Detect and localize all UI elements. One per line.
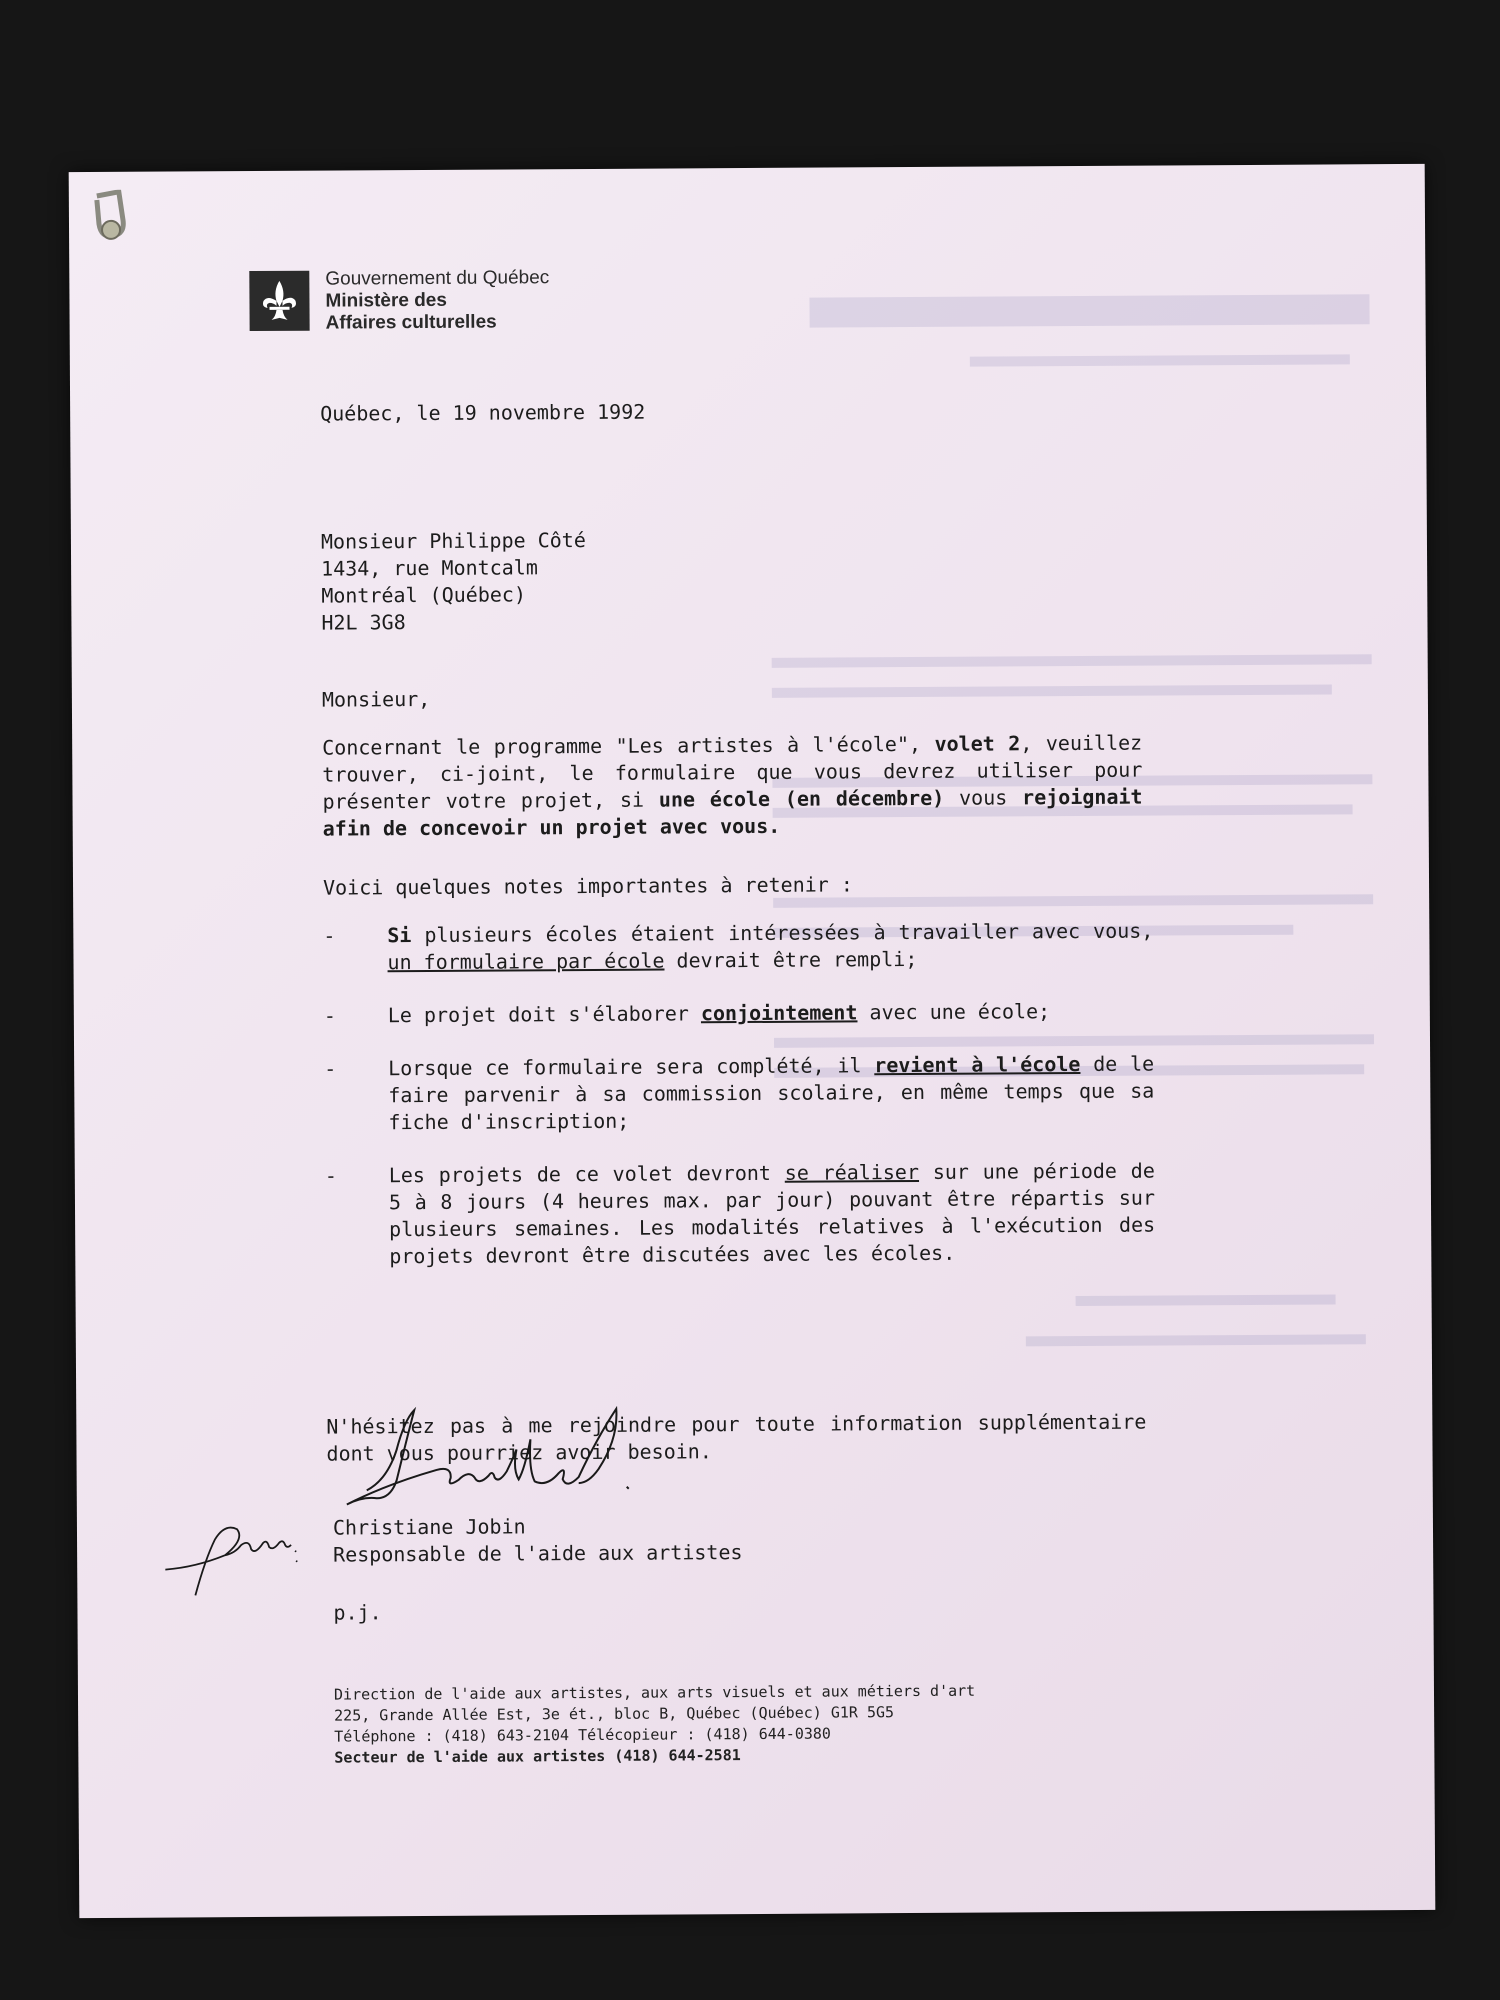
recipient-name: Monsieur Philippe Côté: [320, 528, 586, 554]
fleur-de-lis-icon: [249, 271, 309, 331]
bullet3-underline: revient à l'école: [874, 1051, 1081, 1078]
paragraph-intro: [322, 730, 1143, 843]
paperclip-icon: [89, 190, 129, 252]
footer-line2: 225, Grande Allée Est, 3e ét., bloc B, Québec (Québec) G1R 5G5: [334, 1703, 895, 1725]
list-dash: -: [323, 923, 336, 948]
letter-date: Québec, le 19 novembre 1992: [320, 399, 646, 426]
handwritten-signature: [326, 1399, 657, 1511]
handwritten-pour: [165, 1499, 306, 1600]
bullet3-text-end: de le faire parvenir à sa commission scolaire, en même temps que sa fiche d'inscription;: [388, 1051, 1155, 1135]
letterhead: [249, 265, 850, 359]
para1-bold-rejoignait: rejoignait afin de concevoir un projet avec vous.: [322, 784, 1143, 841]
bullet3-text: Lorsque ce formulaire sera complété, il: [388, 1053, 875, 1081]
para1-text-a: Concernant le programme "Les artistes à l'école",: [322, 731, 935, 760]
para1-text-e: vous: [944, 785, 1023, 810]
footer-line3: Téléphone : (418) 643-2104 Télécopieur : (418) 644-0380: [334, 1724, 831, 1746]
bullet1-text: plusieurs écoles étaient intéressées à travailler avec vous,: [411, 918, 1154, 948]
footer-line4: Secteur de l'aide aux artistes (418) 644-2581: [334, 1746, 741, 1767]
list-dash: -: [324, 1163, 337, 1188]
letterhead-ministry-line1: Ministère des: [325, 289, 447, 312]
list-item: [324, 998, 1154, 1030]
recipient-city: Montréal (Québec): [321, 582, 527, 608]
notes-list: [323, 918, 1155, 1297]
letterhead-ministry-line2: Affaires culturelles: [325, 311, 497, 334]
bullet2-text: Le projet doit s'élaborer: [387, 1001, 701, 1028]
recipient-postal-code: H2L 3G8: [321, 610, 406, 635]
letter-page: [69, 164, 1436, 1918]
para1-bold-ecole: une école (en décembre): [658, 785, 945, 812]
list-item: [325, 1158, 1156, 1271]
footer-line1: Direction de l'aide aux artistes, aux arts visuels et aux métiers d'art: [333, 1681, 976, 1704]
logo-box: [249, 271, 309, 331]
signer-block: [333, 1512, 743, 1568]
recipient-address: [321, 527, 587, 637]
para1-bold-volet: volet 2: [934, 731, 1021, 756]
para1-text-c: , veuillez trouver, ci-joint, le formulaire que vous devrez utiliser pour présenter votre projet, si: [322, 730, 1143, 814]
bullet2-text-end: avec une école;: [857, 999, 1051, 1025]
bullet4-text-end: sur une période de 5 à 8 jours (4 heures max. par jour) pouvant être répartis sur plusieurs semaines. Les modalités relatives à l'exécution des projets devront être discutées avec les écoles.: [388, 1158, 1156, 1269]
letter-body: [320, 396, 1156, 1466]
list-item: [324, 1051, 1154, 1137]
paragraph-notes-intro: Voici quelques notes importantes à retenir :: [322, 872, 853, 900]
bullet1-bold: Si: [387, 923, 412, 948]
recipient-street: 1434, rue Montcalm: [321, 555, 538, 581]
paragraph-closing: N'hésitez pas à me rejoindre pour toute information supplémentaire dont vous pourriez avoir besoin.: [326, 1409, 1147, 1466]
letter-footer: [334, 1679, 1234, 1768]
signer-name: Christiane Jobin: [332, 1514, 526, 1540]
bullet2-underline: conjointement: [700, 1000, 858, 1026]
bullet1-text-end: devrait être rempli;: [664, 946, 918, 973]
list-item: [323, 918, 1153, 977]
letterhead-government: Gouvernement du Québec: [325, 267, 550, 290]
signer-title: Responsable de l'aide aux artistes: [333, 1540, 743, 1567]
bullet4-text: Les projets de ce volet devront: [388, 1160, 785, 1188]
list-dash: -: [324, 1056, 337, 1081]
enclosure-note: p.j.: [333, 1600, 382, 1625]
list-dash: -: [323, 1003, 336, 1028]
salutation: Monsieur,: [321, 686, 431, 712]
bullet4-underline: se réaliser: [784, 1159, 920, 1185]
bullet1-underline: un formulaire par école: [387, 948, 665, 975]
